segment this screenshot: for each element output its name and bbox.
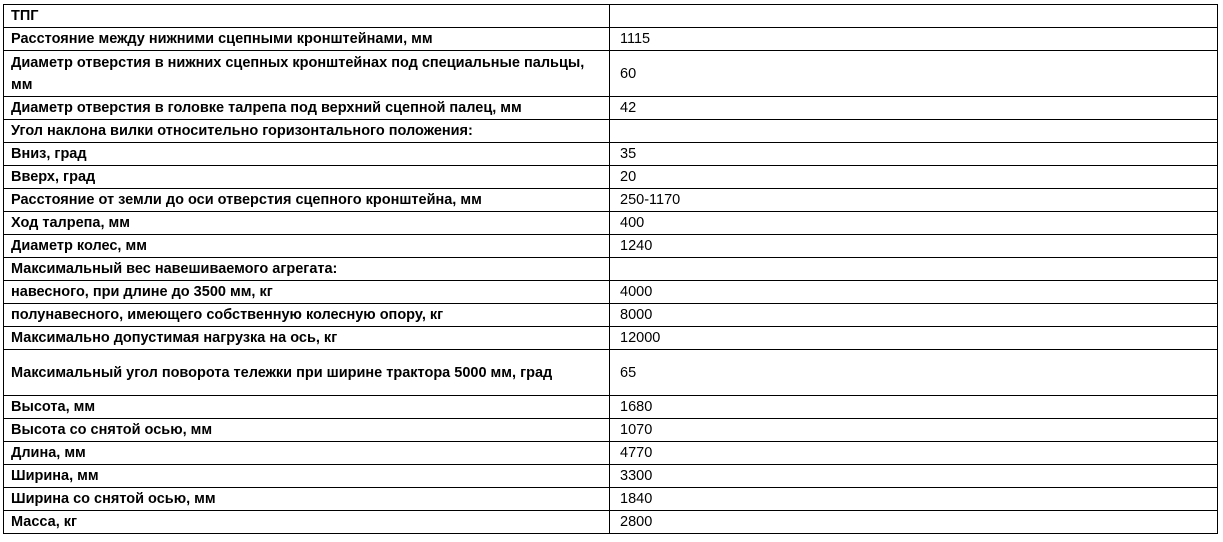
table-row — [4, 465, 1218, 488]
row-value: 400 — [610, 212, 1218, 235]
table-row — [4, 511, 1218, 534]
row-label: навесного, при длине до 3500 мм, кг — [4, 281, 610, 304]
row-label: Длина, мм — [4, 442, 610, 465]
row-value: 1680 — [610, 396, 1218, 419]
row-label: Масса, кг — [4, 511, 610, 534]
row-value: 250-1170 — [610, 189, 1218, 212]
table-row — [4, 189, 1218, 212]
specifications-table — [3, 4, 1218, 534]
table-row — [4, 5, 1218, 28]
row-label: Высота со снятой осью, мм — [4, 419, 610, 442]
row-label: Вверх, град — [4, 166, 610, 189]
row-value: 8000 — [610, 304, 1218, 327]
row-label: полунавесного, имеющего собственную колесную опору, кг — [4, 304, 610, 327]
row-value: 35 — [610, 143, 1218, 166]
row-label: Ширина, мм — [4, 465, 610, 488]
row-label: Угол наклона вилки относительно горизонтального положения: — [4, 120, 610, 143]
table-row — [4, 166, 1218, 189]
table-row — [4, 258, 1218, 281]
row-value: 65 — [610, 350, 1218, 396]
row-label: Расстояние от земли до оси отверстия сцепного кронштейна, мм — [4, 189, 610, 212]
table-row — [4, 327, 1218, 350]
row-label: Ширина со снятой осью, мм — [4, 488, 610, 511]
row-value: 1240 — [610, 235, 1218, 258]
row-value: 4000 — [610, 281, 1218, 304]
table-row — [4, 28, 1218, 51]
table-row — [4, 419, 1218, 442]
row-value — [610, 5, 1218, 28]
table-row — [4, 396, 1218, 419]
row-label: Диаметр отверстия в головке талрепа под верхний сцепной палец, мм — [4, 97, 610, 120]
row-label: Вниз, град — [4, 143, 610, 166]
row-value: 60 — [610, 51, 1218, 97]
table-row — [4, 442, 1218, 465]
table-row — [4, 97, 1218, 120]
row-label: ТПГ — [4, 5, 610, 28]
table-row — [4, 235, 1218, 258]
row-label: Ход талрепа, мм — [4, 212, 610, 235]
row-value: 1840 — [610, 488, 1218, 511]
table-row — [4, 51, 1218, 97]
row-value: 4770 — [610, 442, 1218, 465]
row-label: Высота, мм — [4, 396, 610, 419]
table-row — [4, 488, 1218, 511]
row-value: 2800 — [610, 511, 1218, 534]
row-value: 1115 — [610, 28, 1218, 51]
row-value: 42 — [610, 97, 1218, 120]
table-row — [4, 281, 1218, 304]
row-label: Максимальный угол поворота тележки при ширине трактора 5000 мм, град — [4, 350, 610, 396]
row-label: Расстояние между нижними сцепными кронштейнами, мм — [4, 28, 610, 51]
table-row — [4, 304, 1218, 327]
table-row — [4, 143, 1218, 166]
table-row — [4, 120, 1218, 143]
row-label: Максимальный вес навешиваемого агрегата: — [4, 258, 610, 281]
table-row — [4, 212, 1218, 235]
row-value: 3300 — [610, 465, 1218, 488]
row-value: 1070 — [610, 419, 1218, 442]
row-value: 20 — [610, 166, 1218, 189]
table-row — [4, 350, 1218, 396]
row-label: Диаметр колес, мм — [4, 235, 610, 258]
row-label: Диаметр отверстия в нижних сцепных кронштейнах под специальные пальцы, мм — [4, 51, 610, 97]
row-value — [610, 120, 1218, 143]
row-label: Максимально допустимая нагрузка на ось, кг — [4, 327, 610, 350]
row-value: 12000 — [610, 327, 1218, 350]
row-value — [610, 258, 1218, 281]
